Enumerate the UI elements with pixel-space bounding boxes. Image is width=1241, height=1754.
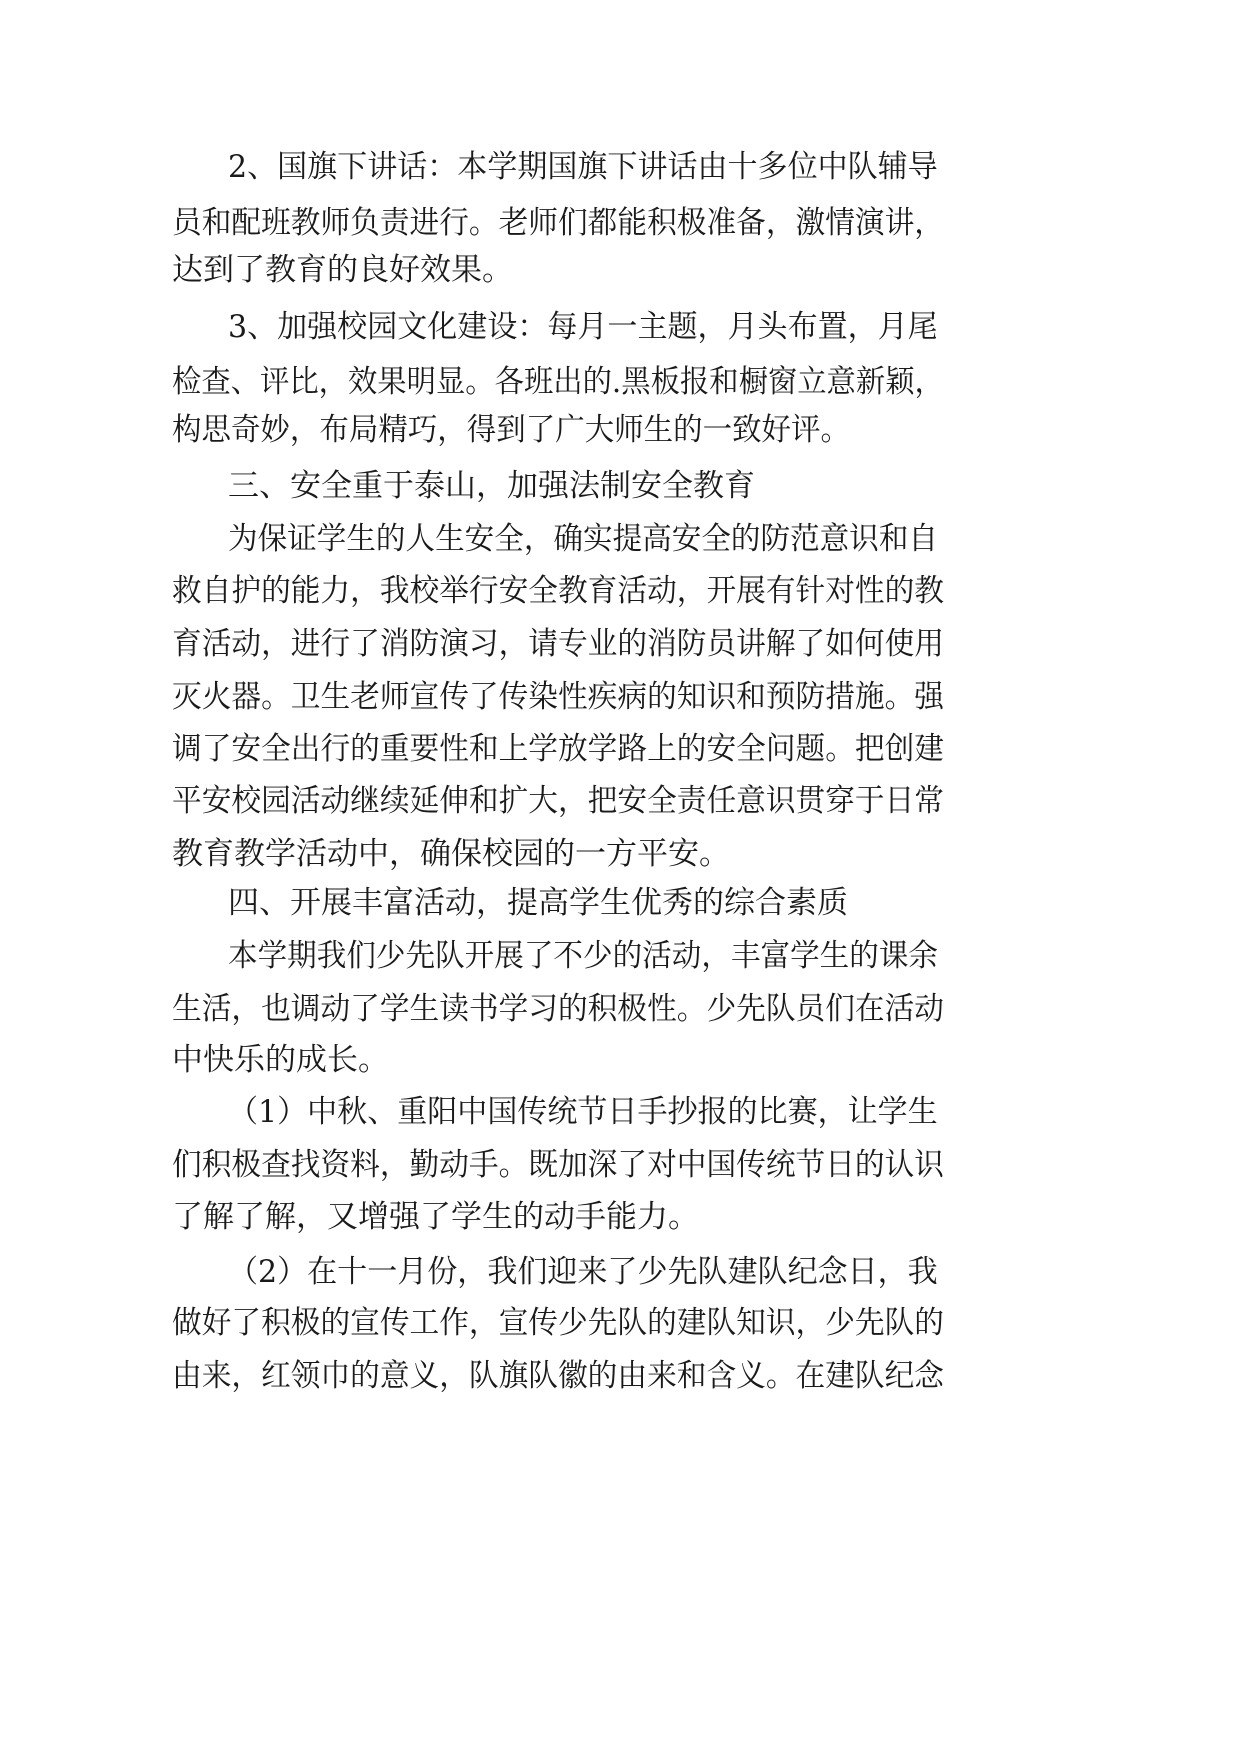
text-line: 们积极查找资料，勤动手。既加深了对中国传统节日的认识 [172, 1147, 944, 1183]
text-line: 3、加强校园文化建设：每月一主题，月头布置，月尾 [228, 309, 938, 345]
text-line: 2、国旗下讲话：本学期国旗下讲话由十多位中队辅导 [228, 149, 938, 185]
text-line: 了解了解，又增强了学生的动手能力。 [172, 1199, 699, 1235]
text-line: 构思奇妙，布局精巧，得到了广大师生的一致好评。 [172, 412, 850, 448]
text-line: 育活动，进行了消防演习，请专业的消防员讲解了如何使用 [172, 626, 944, 662]
text-line: 生活，也调动了学生读书学习的积极性。少先队员们在活动 [172, 991, 944, 1027]
text-line: 检查、评比，效果明显。各班出的.黑板报和橱窗立意新颖， [172, 364, 944, 400]
text-line: （1）中秋、重阳中国传统节日手抄报的比赛，让学生 [228, 1094, 938, 1130]
text-line: 调了安全出行的重要性和上学放学路上的安全问题。把创建 [172, 731, 944, 767]
text-line: 员和配班教师负责进行。老师们都能积极准备，激情演讲， [172, 205, 944, 241]
text-line: 本学期我们少先队开展了不少的活动，丰富学生的课余 [228, 938, 938, 974]
text-line: 做好了积极的宣传工作，宣传少先队的建队知识，少先队的 [172, 1305, 944, 1341]
text-line: 为保证学生的人生安全，确实提高安全的防范意识和自 [228, 521, 938, 557]
section-heading: 四、开展丰富活动，提高学生优秀的综合素质 [228, 885, 848, 921]
text-line: 中快乐的成长。 [172, 1042, 389, 1078]
text-line: 达到了教育的良好效果。 [172, 252, 513, 288]
text-line: 灭火器。卫生老师宣传了传染性疾病的知识和预防措施。强 [172, 679, 944, 715]
text-line: 由来，红领巾的意义，队旗队徽的由来和含义。在建队纪念 [172, 1358, 944, 1394]
text-line: （2）在十一月份，我们迎来了少先队建队纪念日，我 [228, 1254, 938, 1290]
text-line: 教育教学活动中，确保校园的一方平安。 [172, 836, 730, 872]
text-line: 救自护的能力，我校举行安全教育活动，开展有针对性的教 [172, 573, 944, 609]
section-heading: 三、安全重于泰山，加强法制安全教育 [228, 468, 755, 504]
text-line: 平安校园活动继续延伸和扩大，把安全责任意识贯穿于日常 [172, 783, 944, 819]
